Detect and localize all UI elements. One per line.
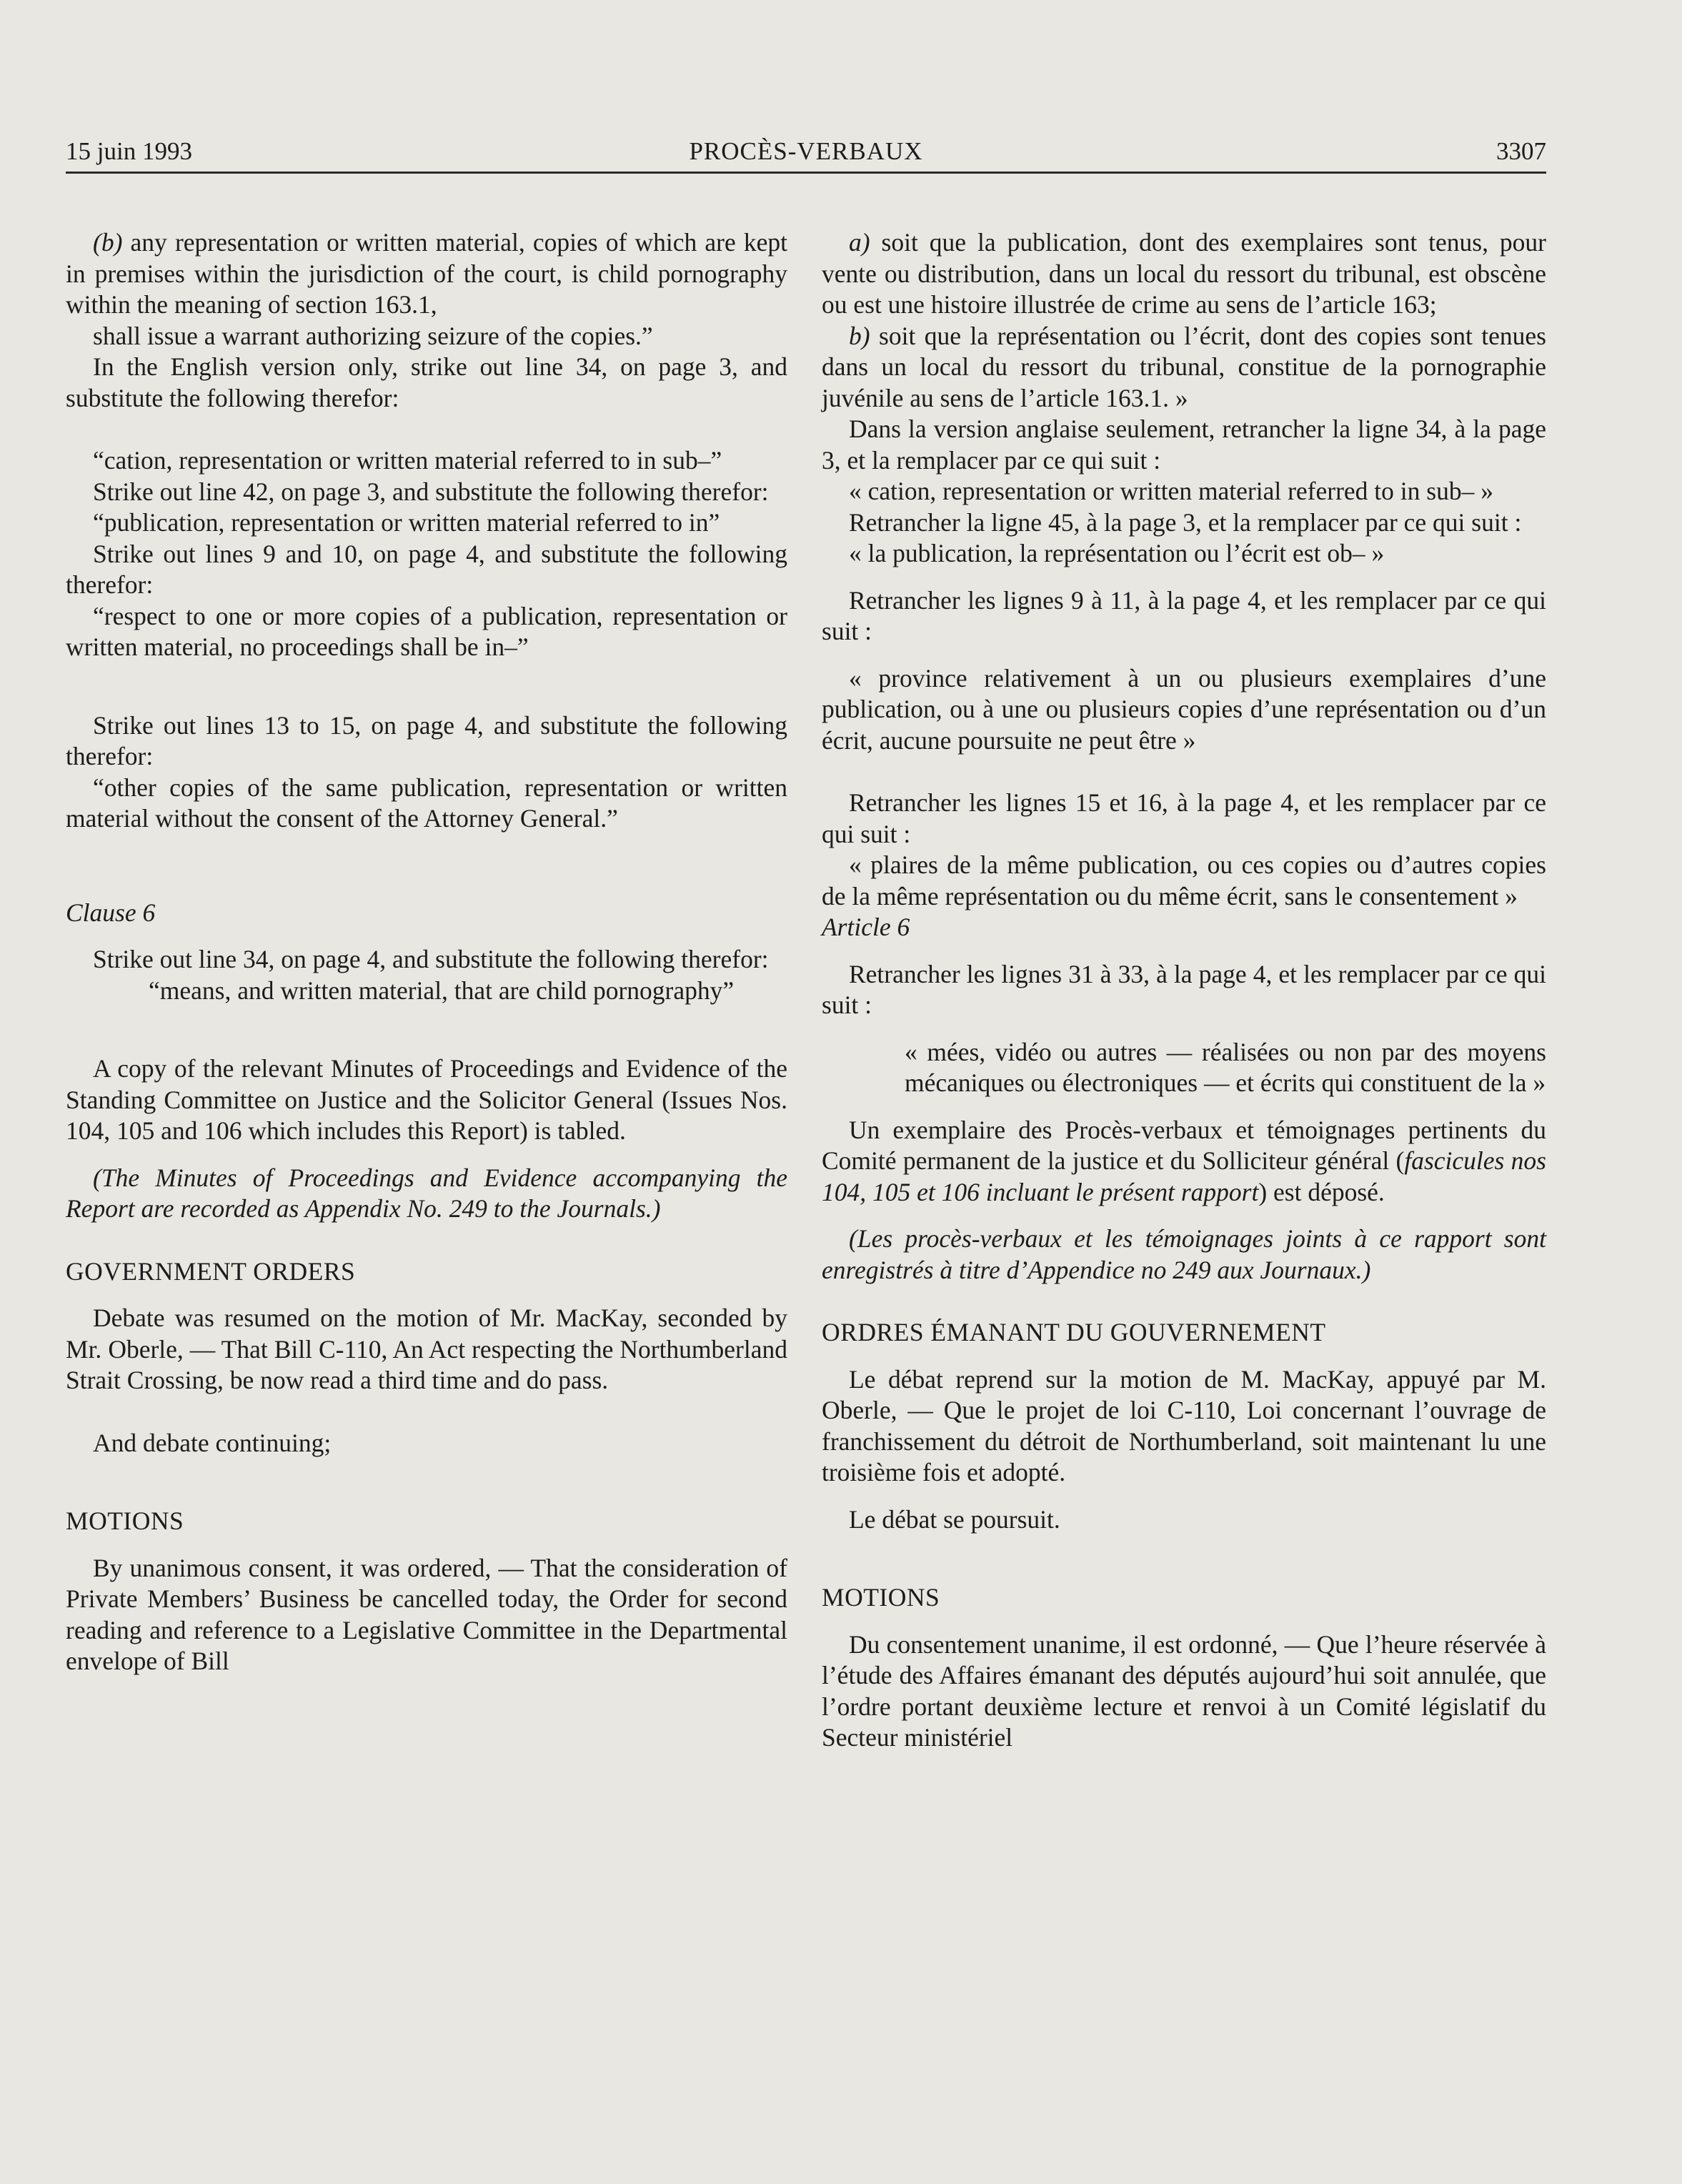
- header-date: 15 juin 1993: [66, 137, 192, 165]
- paragraph: Strike out line 42, on page 3, and substitute the following therefor:: [93, 477, 769, 506]
- paragraph: Retrancher les lignes 31 à 33, à la page 4, et les remplacer par ce qui suit :: [822, 959, 1546, 1019]
- paragraph: Retrancher les lignes 15 et 16, à la page 4, et les remplacer par ce qui suit :: [822, 788, 1546, 848]
- paragraph: Strike out line 34, on page 4, and substitute the following therefor:: [93, 945, 769, 973]
- quoted-amendment: « plaires de la même publication, ou ces copies ou d’autres copies de la même représentation ou du même écrit, sans le consentement »: [822, 850, 1546, 910]
- quoted-amendment: “cation, representation or written material referred to in sub–”: [93, 446, 722, 475]
- quoted-amendment: « la publication, la représentation ou l’écrit est ob– »: [849, 539, 1385, 567]
- quoted-amendment: “means, and written material, that are child pornography”: [149, 976, 735, 1005]
- quoted-amendment: “respect to one or more copies of a publication, representation or written material, no proceedings shall be in–”: [66, 601, 787, 661]
- paragraph: Dans la version anglaise seulement, retrancher la ligne 34, à la page 3, et la remplacer par ce qui suit :: [822, 415, 1546, 475]
- quoted-amendment: “other copies of the same publication, representation or written material without the consent of the Attorney General.”: [66, 773, 787, 833]
- quoted-amendment: « mées, vidéo ou autres — réalisées ou non par des moyens mécaniques ou électroniques — et écrits qui constituent de la »: [905, 1037, 1546, 1097]
- paragraph: Retrancher la ligne 45, à la page 3, et la remplacer par ce qui suit :: [849, 507, 1522, 537]
- paragraph-b: [66, 227, 787, 321]
- paragraph: Le débat se poursuit.: [849, 1504, 1060, 1534]
- text-run-italic: fascicules nos 104, 105 et 106 incluant le présent rapport: [822, 1146, 1546, 1206]
- item-text: soit que la publication, dont des exemplaires sont tenus, pour vente ou distribution, dans un local du ressort du tribunal, est obscène ou est une histoire illustrée de crime au sens de l’article 163;: [822, 228, 1546, 319]
- paragraph: [822, 1115, 1546, 1208]
- clause-heading: Clause 6: [66, 898, 156, 927]
- paragraph: Debate was resumed on the motion of Mr. MacKay, seconded by Mr. Oberle, — That Bill C-110, An Act respecting the Northumberland Strait Crossing, be now read a third time and do pass.: [66, 1304, 787, 1394]
- paragraph: A copy of the relevant Minutes of Proceedings and Evidence of the Standing Committee on Justice and the Solicitor General (Issues Nos. 104, 105 and 106 which includes this Report) is tabled.: [66, 1054, 787, 1145]
- paragraph: Strike out lines 9 and 10, on page 4, and substitute the following therefor:: [66, 539, 787, 599]
- quoted-amendment: « cation, representation or written material referred to in sub– »: [849, 477, 1493, 505]
- paragraph: By unanimous consent, it was ordered, — That the consideration of Private Members’ Business be cancelled today, the Order for second reading and reference to a Legislative Committee in the Departmental envelope of Bill: [66, 1553, 787, 1675]
- paragraph-b: [822, 321, 1546, 415]
- page-header: [66, 133, 1546, 174]
- item-label: a): [849, 228, 870, 257]
- paragraph: shall issue a warrant authorizing seizure of the copies.”: [93, 321, 653, 350]
- section-heading-government-orders: GOVERNMENT ORDERS: [66, 1256, 356, 1286]
- section-heading-government-orders: ORDRES ÉMANANT DU GOUVERNEMENT: [822, 1318, 1326, 1346]
- paragraph: Strike out lines 13 to 15, on page 4, and substitute the following therefor:: [66, 710, 787, 770]
- section-heading-motions: MOTIONS: [66, 1507, 184, 1535]
- item-text: soit que la représentation ou l’écrit, dont des copies sont tenues dans un local du ressort du tribunal, constitue de la pornographie juvénile au sens de l’article 163.1. »: [822, 321, 1546, 412]
- header-title: PROCÈS-VERBAUX: [689, 137, 923, 165]
- item-label: (b): [93, 228, 123, 257]
- page-number: 3307: [1496, 137, 1546, 165]
- paragraph: And debate continuing;: [93, 1428, 332, 1457]
- article-heading: Article 6: [822, 913, 910, 941]
- french-column: [822, 227, 1546, 1754]
- english-column: [66, 227, 787, 1677]
- paragraph: Retrancher les lignes 9 à 11, à la page 4, et les remplacer par ce qui suit :: [822, 585, 1546, 645]
- text-run: ) est déposé.: [1258, 1177, 1385, 1206]
- appendix-note: (Les procès-verbaux et les témoignages joints à ce rapport sont enregistrés à titre d’Appendice no 249 aux Journaux.): [822, 1224, 1546, 1284]
- quoted-amendment: « province relativement à un ou plusieurs exemplaires d’une publication, ou à une ou plusieurs copies d’une représentation ou d’un écrit, aucune poursuite ne peut être »: [822, 663, 1546, 755]
- quoted-amendment: “publication, representation or written material referred to in”: [93, 508, 720, 537]
- paragraph: Le débat reprend sur la motion de M. MacKay, appuyé par M. Oberle, — Que le projet de loi C-110, Loi concernant l’ouvrage de franchissement du détroit de Northumberland, soit maintenant lu une troisième fois et adopté.: [822, 1364, 1546, 1486]
- item-text: any representation or written material, copies of which are kept in premises within the jurisdiction of the court, is child pornography within the meaning of section 163.1,: [66, 228, 787, 319]
- item-label: b): [849, 321, 870, 350]
- paragraph-a: [822, 227, 1546, 321]
- text-run: Un exemplaire des Procès-verbaux et témoignages pertinents du Comité permanent de la justice et du Solliciteur général (: [822, 1115, 1546, 1175]
- paragraph: Du consentement unanime, il est ordonné, — Que l’heure réservée à l’étude des Affaires émanant des députés aujourd’hui soit annulée, que l’ordre portant deuxième lecture et renvoi à un Comité législatif du Secteur ministériel: [822, 1629, 1546, 1752]
- appendix-note: (The Minutes of Proceedings and Evidence accompanying the Report are recorded as Appendix No. 249 to the Journals.): [66, 1163, 787, 1223]
- paragraph: In the English version only, strike out line 34, on page 3, and substitute the following therefor:: [66, 352, 787, 412]
- section-heading-motions: MOTIONS: [822, 1583, 940, 1612]
